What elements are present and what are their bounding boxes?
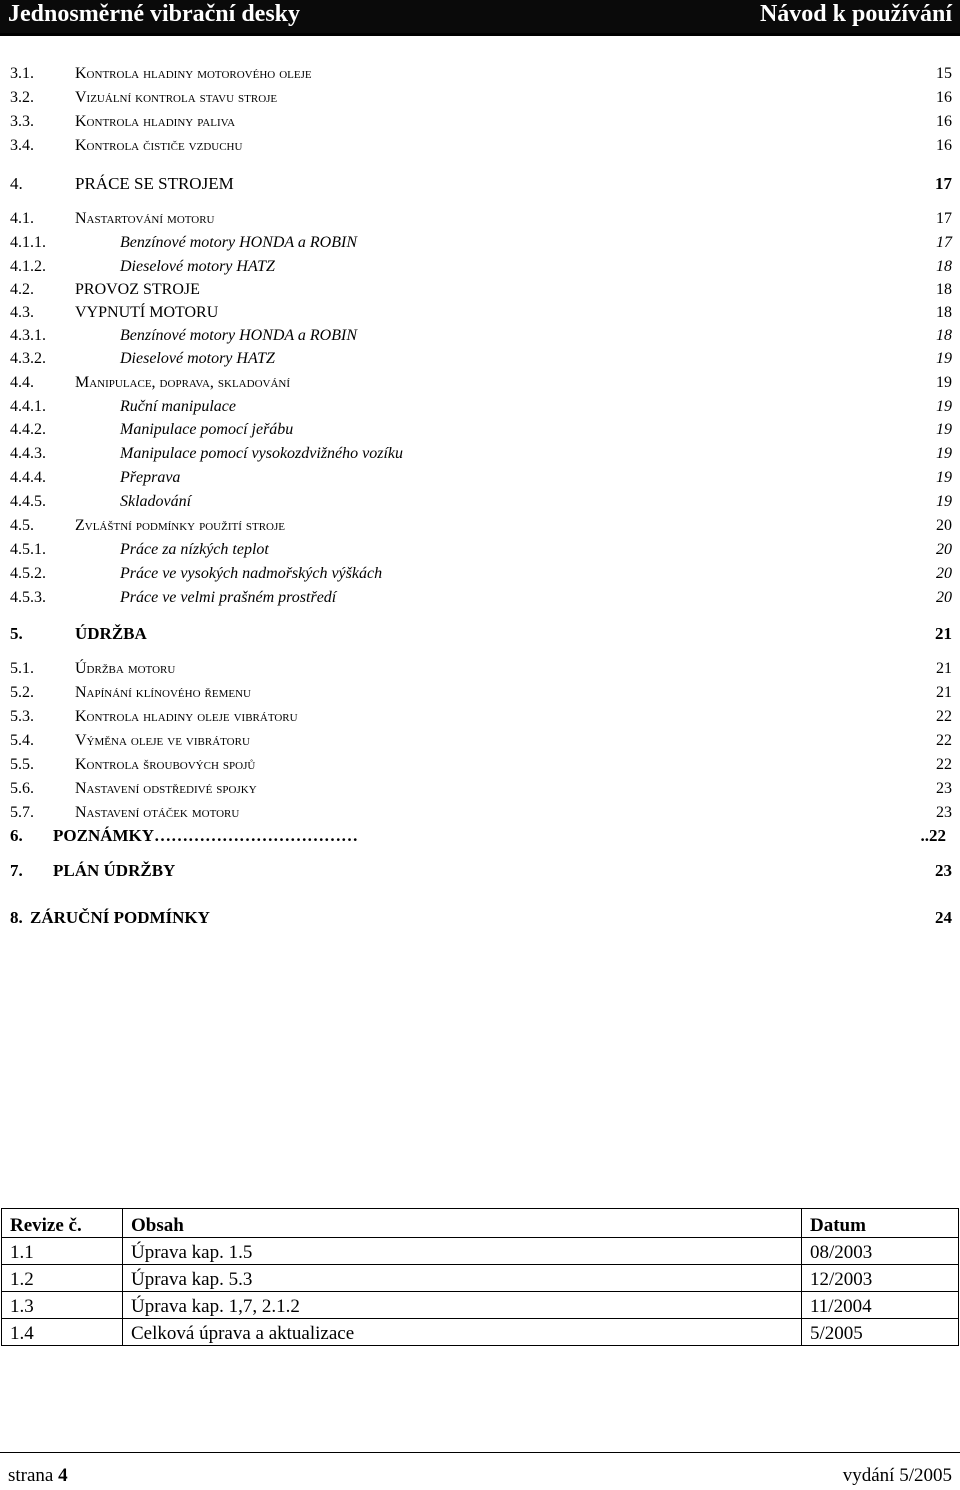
toc-leader: ………………………………	[154, 827, 359, 844]
column-header-date: Datum	[802, 1209, 959, 1238]
table-row	[2, 1292, 959, 1319]
toc-entry[interactable]: 5. ÚDRŽBA 21	[10, 624, 952, 643]
document-type: Návod k používání	[759, 1, 952, 27]
toc-entry[interactable]: 3.4. Kontrola čističe vzduchu 16	[10, 137, 952, 154]
toc-entry[interactable]: 3.2. Vizuální kontrola stavu stroje 16	[10, 89, 952, 106]
table-row	[2, 1319, 959, 1346]
revision-number: 1.3	[2, 1292, 123, 1319]
revision-number: 1.2	[2, 1265, 123, 1292]
page-number: 4	[58, 1465, 68, 1486]
toc-entry[interactable]: 4.4.1. Ruční manipulace 19	[10, 398, 952, 415]
toc-entry[interactable]: 4.4.3. Manipulace pomocí vysokozdvižného vozíku 19	[10, 445, 952, 462]
toc-entry[interactable]: 3.3. Kontrola hladiny paliva 16	[10, 113, 952, 130]
column-header-revision: Revize č.	[2, 1209, 123, 1238]
revision-table	[1, 1208, 959, 1346]
toc-entry[interactable]: 8. ZÁRUČNÍ PODMÍNKY 24	[10, 908, 952, 927]
page-footer	[0, 1452, 960, 1486]
toc-entry[interactable]: 5.5. Kontrola šroubových spojů 22	[10, 756, 952, 773]
revision-content: Úprava kap. 1.5	[123, 1238, 802, 1265]
toc-entry[interactable]: 3.1. Kontrola hladiny motorového oleje 15	[10, 65, 952, 82]
toc-entry[interactable]: 4.5.3. Práce ve velmi prašném prostředí 20	[10, 589, 952, 606]
toc-entry[interactable]: 4.3. VYPNUTÍ MOTORU 18	[10, 304, 952, 321]
revision-date: 11/2004	[802, 1292, 959, 1319]
toc-entry[interactable]: 5.3. Kontrola hladiny oleje vibrátoru 22	[10, 708, 952, 725]
toc-entry[interactable]: 4.1.1. Benzínové motory HONDA a ROBIN 17	[10, 234, 952, 251]
revision-date: 12/2003	[802, 1265, 959, 1292]
revision-content: Úprava kap. 1,7, 2.1.2	[123, 1292, 802, 1319]
toc-entry[interactable]: 4.5.2. Práce ve vysokých nadmořských výškách 20	[10, 565, 952, 582]
toc-entry[interactable]: 4.4.2. Manipulace pomocí jeřábu 19	[10, 421, 952, 438]
revision-date: 5/2005	[802, 1319, 959, 1346]
toc-entry[interactable]: 4.4. Manipulace, doprava, skladování 19	[10, 374, 952, 391]
toc-entry[interactable]: 5.6. Nastavení odstředivé spojky 23	[10, 780, 952, 797]
revision-content: Celková úprava a aktualizace	[123, 1319, 802, 1346]
document-title: Jednosměrné vibrační desky	[8, 1, 301, 27]
page-number-label: strana 4	[8, 1465, 68, 1486]
toc-entry[interactable]: 4.5. Zvláštní podmínky použití stroje 20	[10, 517, 952, 534]
toc-entry[interactable]: 4.5.1. Práce za nízkých teplot 20	[10, 541, 952, 558]
toc-entry[interactable]: 7. PLÁN ÚDRŽBY 23	[10, 861, 952, 880]
table-row	[2, 1238, 959, 1265]
toc-entry[interactable]: 4.1. Nastartování motoru 17	[10, 210, 952, 227]
column-header-content: Obsah	[123, 1209, 802, 1238]
toc-entry[interactable]: 4.2. PROVOZ STROJE 18	[10, 281, 952, 298]
document-header	[0, 0, 960, 36]
toc-entry[interactable]: 4. PRÁCE SE STROJEM 17	[10, 174, 952, 193]
table-header-row	[2, 1209, 959, 1238]
edition-label: vydání 5/2005	[842, 1465, 952, 1486]
revision-date: 08/2003	[802, 1238, 959, 1265]
toc-entry[interactable]: 6. POZNÁMKY ……………………………… ..22	[10, 826, 946, 845]
toc-entry[interactable]: 4.3.2. Dieselové motory HATZ 19	[10, 350, 952, 367]
toc-entry[interactable]: 5.7. Nastavení otáček motoru 23	[10, 804, 952, 821]
toc-entry[interactable]: 4.3.1. Benzínové motory HONDA a ROBIN 18	[10, 327, 952, 344]
toc-entry[interactable]: 5.4. Výměna oleje ve vibrátoru 22	[10, 732, 952, 749]
table-row	[2, 1265, 959, 1292]
toc-entry[interactable]: 4.4.4. Přeprava 19	[10, 469, 952, 486]
toc-entry[interactable]: 5.2. Napínání klínového řemenu 21	[10, 684, 952, 701]
toc-entry[interactable]: 4.4.5. Skladování 19	[10, 493, 952, 510]
toc-entry[interactable]: 4.1.2. Dieselové motory HATZ 18	[10, 258, 952, 275]
revision-number: 1.4	[2, 1319, 123, 1346]
revision-content: Úprava kap. 5.3	[123, 1265, 802, 1292]
revision-number: 1.1	[2, 1238, 123, 1265]
toc-entry[interactable]: 5.1. Údržba motoru 21	[10, 660, 952, 677]
